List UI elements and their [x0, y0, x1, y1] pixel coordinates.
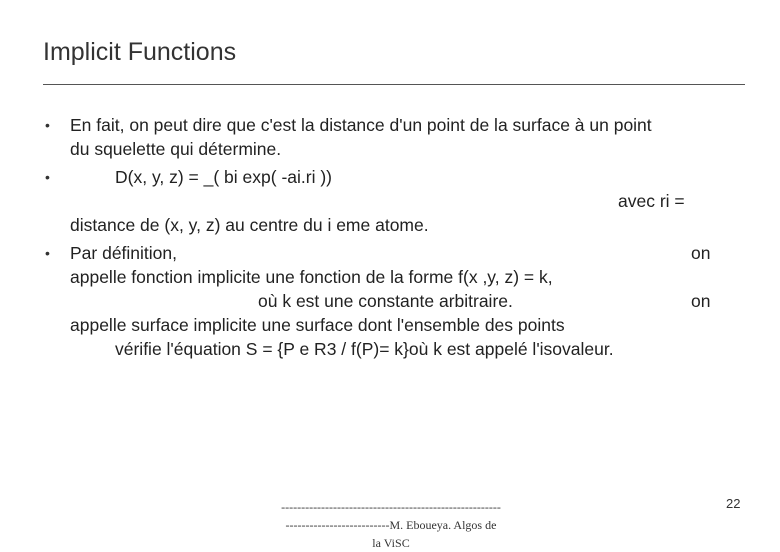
footer-line-3: la ViSC — [372, 536, 410, 550]
footer-line-2: --------------------------M. Eboueya. Algos de — [285, 518, 497, 532]
bullet-1-line-1: En fait, on peut dire que c'est la distance d'un point de la surface à un point — [70, 115, 652, 135]
bullet-3-line-5: vérifie l'équation S = {P e R3 / f(P)= k}où k est appelé l'isovaleur. — [115, 339, 614, 359]
bullet-2-formula: D(x, y, z) = _( bi exp( -ai.ri )) — [115, 167, 332, 187]
title-underline — [43, 84, 745, 85]
slide-footer — [263, 498, 519, 550]
bullet-3-on-2: on — [691, 291, 711, 311]
bullet-1-marker: • — [45, 117, 50, 133]
bullet-3-marker: • — [45, 245, 50, 261]
bullet-2-marker: • — [45, 169, 50, 185]
bullet-2-line-3: distance de (x, y, z) au centre du i eme atome. — [70, 215, 429, 235]
page-number: 22 — [726, 496, 741, 511]
bullet-3-line-1: Par définition, — [70, 243, 178, 263]
footer-line-1: ------------------------------------------------------- — [281, 500, 501, 514]
bullet-1-line-2: du squelette qui détermine. — [70, 139, 282, 159]
bullet-2-avec: avec ri = — [618, 191, 685, 211]
bullet-3-line-4: appelle surface implicite une surface dont l'ensemble des points — [70, 315, 565, 335]
bullet-3-on-1: on — [691, 243, 711, 263]
slide-title: Implicit Functions — [43, 38, 237, 66]
bullet-3-line-3: où k est une constante arbitraire. — [258, 291, 513, 311]
bullet-3-line-2: appelle fonction implicite une fonction de la forme f(x ,y, z) = k, — [70, 267, 553, 287]
